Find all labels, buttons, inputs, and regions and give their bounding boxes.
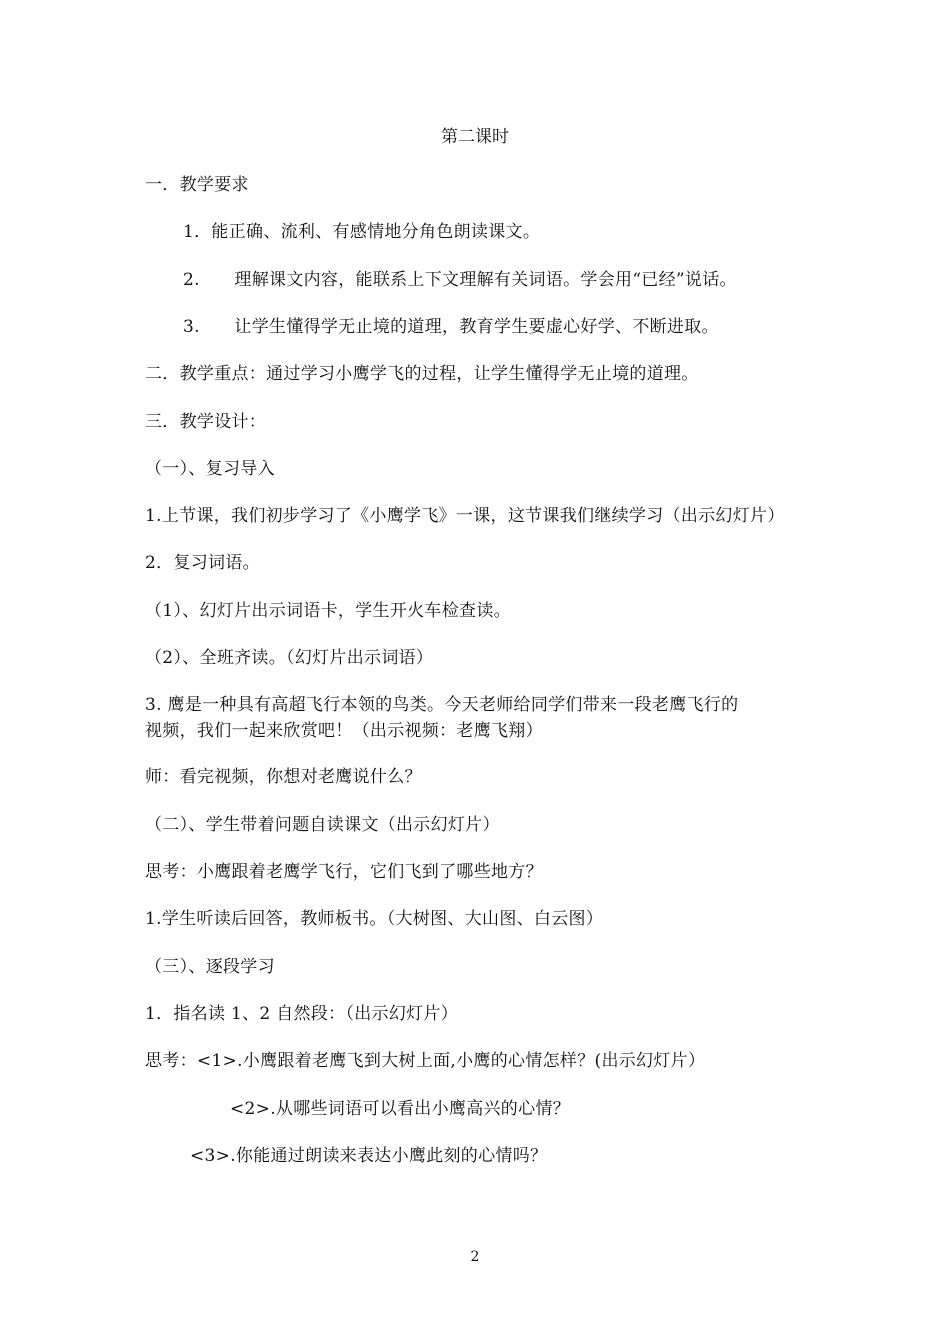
paragraph-line: （2）、全班齐读。（幻灯片出示词语）	[145, 648, 434, 668]
requirement-item-3: 3. 让学生懂得学无止境的道理，教育学生要虚心好学、不断进取。	[183, 317, 719, 337]
page-number: 2	[470, 1249, 480, 1265]
paragraph-line: （1）、幻灯片出示词语卡，学生开火车检查读。	[145, 601, 511, 621]
requirement-item-1: 1．能正确、流利、有感情地分角色朗读课文。	[183, 222, 541, 242]
subsection-paragraph-study: （三）、逐段学习	[145, 957, 275, 977]
paragraph-line: <2>.从哪些词语可以看出小鹰高兴的心情？	[230, 1099, 571, 1119]
section-heading-key-points: 二．教学重点：通过学习小鹰学飞的过程，让学生懂得学无止境的道理。	[145, 364, 699, 384]
page-title: 第二课时	[441, 127, 509, 147]
subsection-self-reading: （二）、学生带着问题自读课文（出示幻灯片）	[145, 815, 500, 835]
subsection-review: （一）、复习导入	[145, 459, 275, 479]
paragraph-line: <3>.你能通过朗读来表达小鹰此刻的心情吗？	[190, 1146, 548, 1166]
paragraph-line: 1．指名读 1、2 自然段：（出示幻灯片）	[145, 1004, 459, 1024]
paragraph-line: 视频，我们一起来欣赏吧！（出示视频：老鹰飞翔）	[145, 721, 543, 741]
paragraph-line: 思考：<1>.小鹰跟着老鹰飞到大树上面,小鹰的心情怎样？(出示幻灯片）	[145, 1051, 706, 1071]
paragraph-line: 2．复习词语。	[145, 553, 260, 573]
paragraph-line: 1.上节课，我们初步学习了《小鹰学飞》一课，这节课我们继续学习（出示幻灯片）	[145, 506, 785, 526]
section-heading-requirements: 一．教学要求	[145, 175, 249, 195]
paragraph-line: 3. 鹰是一种具有高超飞行本领的鸟类。今天老师给同学们带来一段老鹰飞行的	[145, 695, 739, 715]
paragraph-line: 师：看完视频，你想对老鹰说什么？	[145, 767, 422, 787]
section-heading-design: 三．教学设计：	[145, 412, 267, 432]
paragraph-line: 思考：小鹰跟着老鹰学飞行，它们飞到了哪些地方？	[145, 862, 543, 882]
paragraph-line: 1.学生听读后回答，教师板书。（大树图、大山图、白云图）	[145, 909, 604, 929]
requirement-item-2: 2. 理解课文内容，能联系上下文理解有关词语。学会用“已经”说话。	[183, 270, 737, 290]
